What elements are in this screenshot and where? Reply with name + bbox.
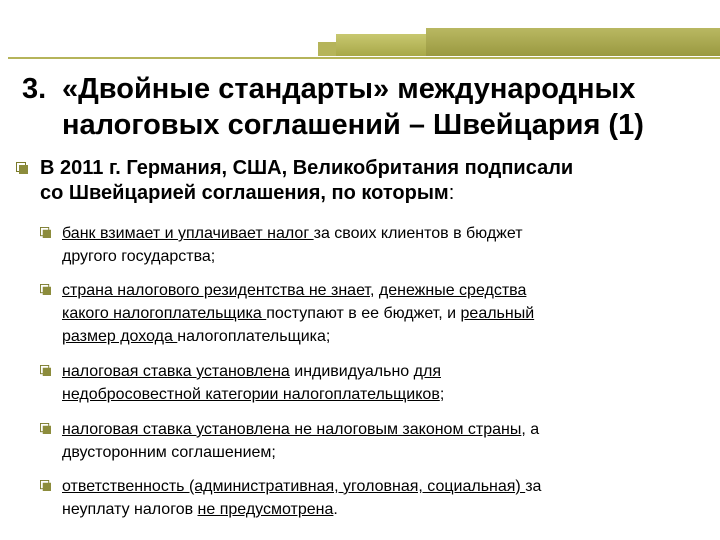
checkbox-bullet-icon — [40, 480, 51, 491]
title-line-1: «Двойные стандарты» международных — [62, 73, 636, 105]
underlined-term: банк взимает и уплачивает налог — [62, 225, 314, 242]
title-line-2: налоговых соглашений – Швейцария (1) — [62, 109, 644, 141]
decor-bar-large — [426, 28, 720, 56]
checkbox-bullet-icon — [16, 162, 28, 174]
decor-bar-small — [318, 42, 336, 56]
decor-bar-medium — [336, 34, 426, 56]
checkbox-bullet-icon — [40, 284, 51, 295]
decor-rule — [8, 57, 720, 59]
checkbox-bullet-icon — [40, 423, 51, 434]
checkbox-bullet-icon — [40, 227, 51, 238]
lead-line-2: со Швейцарией соглашения, по которым: — [40, 182, 455, 204]
title-number: 3. — [22, 73, 47, 105]
checkbox-bullet-icon — [40, 365, 51, 376]
lead-line-1: В 2011 г. Германия, США, Великобритания подписали — [40, 157, 574, 179]
